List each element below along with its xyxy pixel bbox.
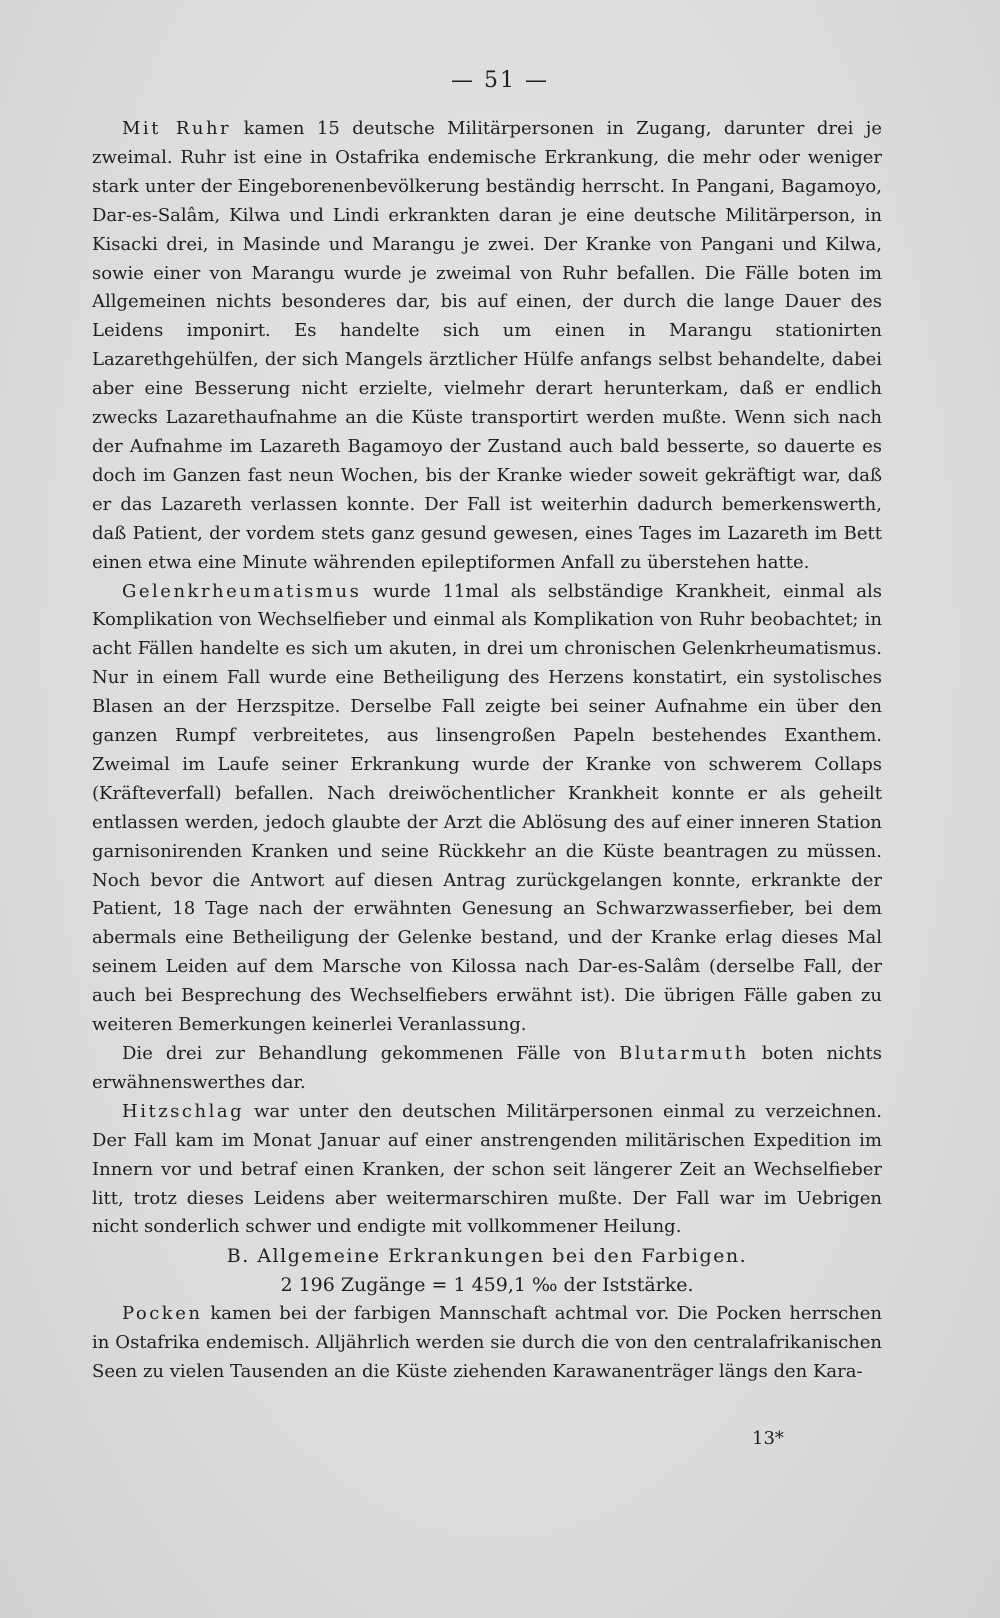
section-heading: B. Allgemeine Erkrankungen bei den Farbigen. xyxy=(226,1245,748,1268)
paragraph-prefix: Die drei zur Behandlung gekommenen Fälle von xyxy=(122,1043,620,1064)
paragraph-text: wurde 11mal als selbständige Krankheit, einmal als Komplikation von Wechselfieber und einmal als Komplikation von Ruhr beobachtet; in acht Fällen handelte es sich um akuten, in drei um chronischen Gelenkrheumatismus. Nur in einem Fall wurde eine Betheiligung des Herzens konstatirt, ein systolisches Blasen an der Herzspitze. Derselbe Fall zeigte bei seiner Aufnahme ein über den ganzen Rumpf verbreitetes, aus linsengroßen Papeln bestehendes Exanthem. Zweimal im Laufe seiner Erkrankung wurde der Kranke von schwerem Collaps (Kräfteverfall) befallen. Nach dreiwöchentlicher Krankheit konnte er als geheilt entlassen werden, jedoch glaubte der Arzt die Ablösung des auf einer inneren Station garnisonirenden Kranken und seine Rückkehr an die Küste beantragen zu müssen. Noch bevor die Antwort auf diesen Antrag zurückgelangen konnte, erkrankte der Patient, 18 Tage nach der erwähnten Genesung an Schwarzwasserfieber, bei dem abermals eine Betheiligung der Gelenke bestand, und der Kranke erlag dieses Mal seinem Leiden auf dem Marsche von Kilossa nach Dar-es-Salâm (derselbe Fall, der auch bei Besprechung des Wechselfiebers erwähnt ist). Die übrigen Fälle gaben zu weiteren Bemerkungen keinerlei Veranlassung. xyxy=(92,580,882,1036)
paragraph-text: kamen bei der farbigen Mannschaft achtmal vor. Die Pocken herrschen in Ostafrika endemisch. Alljährlich werden sie durch die von den centralafrikanischen Seen zu vielen Tausenden an die Küste ziehenden Karawanenträger längs den Kara- xyxy=(92,1303,882,1382)
paragraph-lead: Gelenkrheumatismus xyxy=(122,580,362,602)
paragraph-ruhr xyxy=(92,115,882,578)
section-subheading: 2 196 Zugänge = 1 459,1 ‰ der Iststärke. xyxy=(280,1274,694,1297)
paragraph-hitzschlag xyxy=(92,1098,882,1243)
paragraph-lead: Pocken xyxy=(122,1303,203,1325)
paragraph-blutarmuth xyxy=(92,1040,882,1098)
paragraph-pocken xyxy=(92,1300,882,1387)
paragraph-gelenkrheumatismus xyxy=(92,578,882,1041)
paragraph-lead: Mit Ruhr xyxy=(122,118,232,139)
body-text xyxy=(92,115,882,1387)
paragraph-text: war unter den deutschen Militärpersonen einmal zu verzeichnen. Der Fall kam im Monat Januar auf einer anstrengenden militärischen Expedition im Innern vor und betraf einen Kranken, der schon seit längerer Zeit an Wechselfieber litt, trotz dieses Leidens aber weitermarschiren mußte. Der Fall war im Uebrigen nicht sonderlich schwer und endigte mit vollkommener Heilung. xyxy=(92,1100,882,1238)
page-number: — 51 — xyxy=(451,68,549,93)
paragraph-lead: Hitzschlag xyxy=(122,1100,245,1122)
paragraph-lead: Blutarmuth xyxy=(619,1043,749,1064)
paragraph-text: boten nichts erwähnenswerthes dar. xyxy=(92,1043,883,1093)
paragraph-text: kamen 15 deutsche Militärpersonen in Zugang, darunter drei je zweimal. Ruhr ist eine in Ostafrika endemische Erkrankung, die mehr oder weniger stark unter der Eingeborenenbevölkerung beständig herrscht. In Pangani, Bagamoyo, Dar-es-Salâm, Kilwa und Lindi erkrankten daran je eine deutsche Militärperson, in Kisacki drei, in Masinde und Marangu je zwei. Der Kranke von Pangani und Kilwa, sowie einer von Marangu wurde je zweimal von Ruhr befallen. Die Fälle boten im Allgemeinen nichts besonderes dar, bis auf einen, der durch die lange Dauer des Leidens imponirt. Es handelte sich um einen in Marangu stationirten Lazarethgehülfen, der sich Mangels ärztlicher Hülfe anfangs selbst behandelte, dabei aber eine Besserung nicht erzielte, vielmehr derart herunterkam, daß er endlich zwecks Lazarethaufnahme an die Küste transportirt werden mußte. Wenn sich nach der Aufnahme im Lazareth Bagamoyo der Zustand auch bald besserte, so dauerte es doch im Ganzen fast neun Wochen, bis der Kranke wieder soweit gekräftigt war, daß er das Lazareth verlassen konnte. Der Fall ist weiterhin dadurch bemerkenswerth, daß Patient, der vordem stets ganz gesund gewesen, eines Tages im Lazareth im Bett einen etwa eine Minute währenden epileptiformen Anfall zu überstehen hatte. xyxy=(92,118,882,573)
signature-mark: 13* xyxy=(752,1428,784,1449)
